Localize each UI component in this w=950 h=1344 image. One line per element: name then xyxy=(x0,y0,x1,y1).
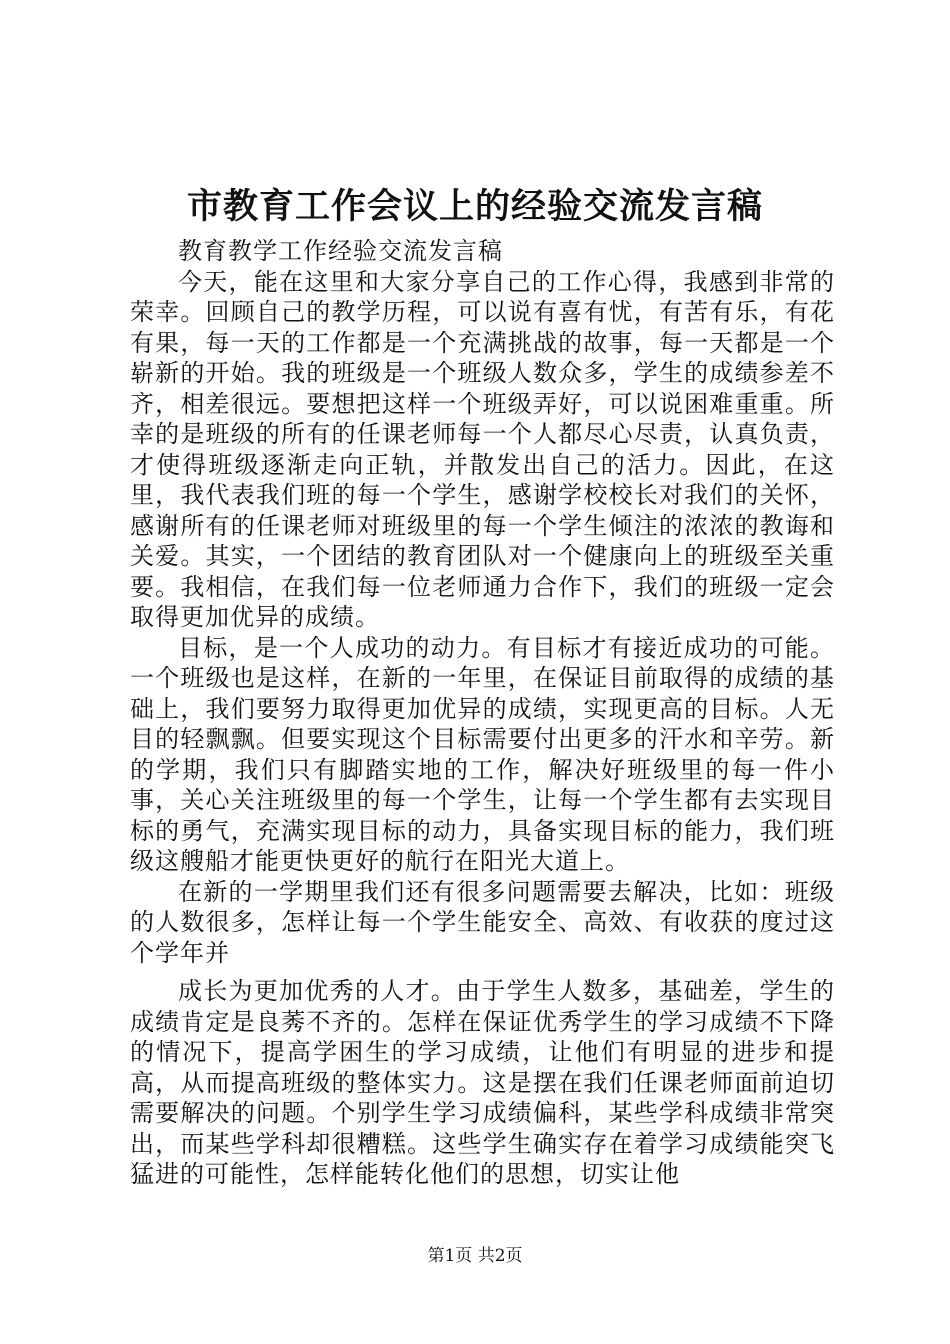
paragraph-3: 在新的一学期里我们还有很多问题需要去解决，比如：班级的人数很多，怎样让每一个学生能安全、高效、有收获的度过这个学年并 xyxy=(130,877,835,967)
document-body xyxy=(130,236,835,1190)
paragraph-1: 今天，能在这里和大家分享自己的工作心得，我感到非常的荣幸。回顾自己的教学历程，可以说有喜有忧，有苦有乐，有花有果，每一天的工作都是一个充满挑战的故事，每一天都是一个崭新的开始。我的班级是一个班级人数众多，学生的成绩参差不齐，相差很远。要想把这样一个班级弄好，可以说困难重重。所幸的是班级的所有的任课老师每一个人都尽心尽责，认真负责，才使得班级逐渐走向正轨，并散发出自己的活力。因此，在这里，我代表我们班的每一个学生，感谢学校校长对我们的关怀，感谢所有的任课老师对班级里的每一个学生倾注的浓浓的教诲和关爱。其实，一个团结的教育团队对一个健康向上的班级至关重要。我相信，在我们每一位老师通力合作下，我们的班级一定会取得更加优异的成绩。 xyxy=(130,267,835,631)
paragraph-4: 成长为更加优秀的人才。由于学生人数多，基础差，学生的成绩肯定是良莠不齐的。怎样在保证优秀学生的学习成绩不下降的情况下，提高学困生的学习成绩，让他们有明显的进步和提高，从而提高班级的整体实力。这是摆在我们任课老师面前迫切需要解决的问题。个别学生学习成绩偏科，某些学科成绩非常突出，而某些学科却很糟糕。这些学生确实存在着学习成绩能突飞猛进的可能性，怎样能转化他们的思想，切实让他 xyxy=(130,977,835,1188)
paragraph-subtitle: 教育教学工作经验交流发言稿 xyxy=(178,237,503,265)
page-footer: 第1页 共2页 xyxy=(427,1246,523,1266)
paragraph-2: 目标，是一个人成功的动力。有目标才有接近成功的可能。一个班级也是这样，在新的一年里，在保证目前取得的成绩的基础上，我们要努力取得更加优异的成绩，实现更高的目标。人无目的轻飘飘。但要实现这个目标需要付出更多的汗水和辛劳。新的学期，我们只有脚踏实地的工作，解决好班级里的每一件小事，关心关注班级里的每一个学生，让每一个学生都有去实现目标的勇气，充满实现目标的动力，具备实现目标的能力，我们班级这艘船才能更快更好的航行在阳光大道上。 xyxy=(130,633,835,875)
document-title: 市教育工作会议上的经验交流发言稿 xyxy=(186,186,763,227)
